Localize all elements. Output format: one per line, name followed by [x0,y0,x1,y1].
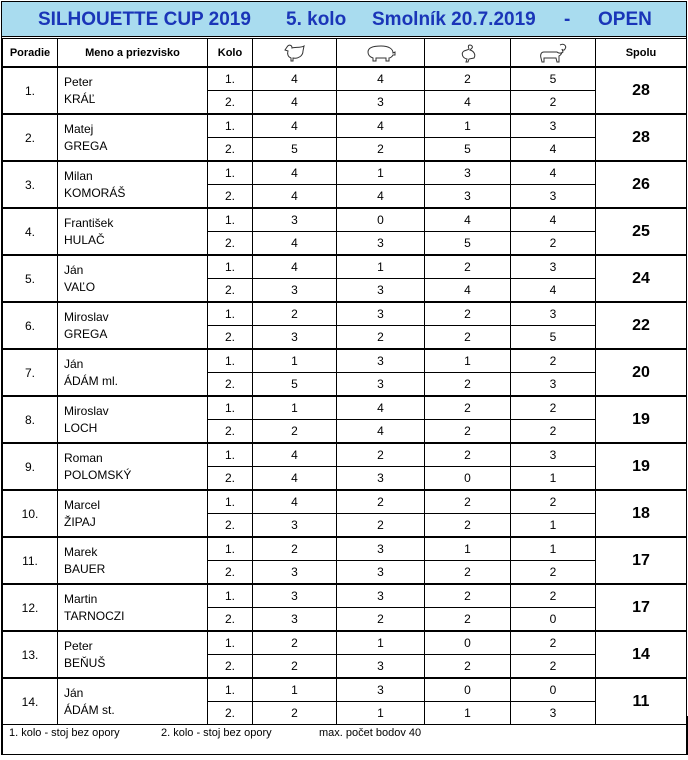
total-cell: 17 [596,537,687,584]
score-cell: 3 [253,279,337,303]
score-cell: 1 [337,255,425,279]
first-name: Marcel [64,497,101,512]
last-name: ŽIPAJ [64,514,96,529]
score-cell: 0 [337,208,425,232]
round-label-cell: 1. [208,114,253,138]
score-cell: 4 [253,91,337,115]
score-cell: 2 [425,608,511,632]
score-cell: 2 [511,655,596,679]
rank-cell: 6. [3,302,58,349]
first-name: Ján [64,685,84,700]
score-cell: 0 [425,678,511,702]
round-label-cell: 2. [208,373,253,397]
score-cell: 4 [253,67,337,91]
rank-cell: 10. [3,490,58,537]
table-row [3,114,687,138]
round-label-cell: 1. [208,537,253,561]
score-cell: 2 [511,91,596,115]
player-name-cell [58,490,208,537]
score-cell: 5 [511,67,596,91]
score-cell: 1 [253,396,337,420]
title-banner [2,2,686,37]
player-name-cell [58,114,208,161]
first-name: Ján [64,262,84,277]
round-label-cell: 1. [208,67,253,91]
results-body [3,67,687,725]
total-cell: 22 [596,302,687,349]
pig-icon [337,39,425,68]
score-cell: 2 [511,420,596,444]
round-label-cell: 2. [208,91,253,115]
rank-cell: 2. [3,114,58,161]
round-label-cell: 1. [208,490,253,514]
header-row [3,39,687,68]
last-name: VAĽO [64,279,96,294]
score-cell: 4 [425,279,511,303]
score-cell: 2 [253,631,337,655]
score-cell: 2 [337,443,425,467]
last-name: BAUER [64,561,106,576]
score-cell: 3 [337,584,425,608]
score-cell: 2 [425,326,511,350]
rank-cell: 4. [3,208,58,255]
score-cell: 4 [253,161,337,185]
score-cell: 4 [253,443,337,467]
score-cell: 2 [253,655,337,679]
score-cell: 2 [337,138,425,162]
player-name-cell [58,208,208,255]
score-cell: 3 [337,279,425,303]
score-cell: 1 [511,514,596,538]
score-cell: 2 [425,373,511,397]
score-cell: 2 [425,584,511,608]
score-cell: 3 [511,702,596,725]
chicken-icon [253,39,337,68]
score-cell: 2 [425,396,511,420]
total-cell: 19 [596,396,687,443]
score-cell: 4 [337,185,425,209]
last-name: ÁDÁM ml. [64,373,118,388]
round-label-cell: 1. [208,161,253,185]
table-row [3,161,687,185]
round-label-cell: 2. [208,138,253,162]
score-cell: 3 [253,326,337,350]
last-name: KOMORÁŠ [64,185,126,200]
round-label-cell: 1. [208,255,253,279]
score-cell: 0 [425,631,511,655]
total-cell: 24 [596,255,687,302]
player-name-cell [58,255,208,302]
table-row [3,67,687,91]
round-label-cell: 2. [208,655,253,679]
rank-cell: 13. [3,631,58,678]
table-row [3,396,687,420]
score-cell: 4 [511,161,596,185]
round-label-cell: 2. [208,185,253,209]
table-row [3,537,687,561]
round1-note: 1. kolo - stoj bez opory [9,727,120,739]
round-label-cell: 2. [208,514,253,538]
score-cell: 3 [337,655,425,679]
score-cell: 3 [253,584,337,608]
score-cell: 2 [253,702,337,725]
total-cell: 25 [596,208,687,255]
rank-cell: 8. [3,396,58,443]
place-date: Smolník 20.7.2019 [372,9,536,30]
round-label-cell: 1. [208,443,253,467]
score-cell: 1 [511,467,596,491]
first-name: František [64,215,114,230]
score-cell: 2 [511,396,596,420]
footer-notes [2,716,688,755]
player-name-cell [58,537,208,584]
total-cell: 20 [596,349,687,396]
score-cell: 4 [425,208,511,232]
score-cell: 2 [425,302,511,326]
round-label-cell: 1. [208,631,253,655]
total-header: Spolu [596,39,687,68]
score-cell: 3 [337,678,425,702]
total-cell: 28 [596,67,687,114]
score-cell: 4 [337,396,425,420]
score-cell: 3 [337,467,425,491]
score-cell: 1 [425,537,511,561]
round-label-cell: 1. [208,208,253,232]
score-cell: 4 [511,279,596,303]
first-name: Ján [64,356,84,371]
score-cell: 3 [337,373,425,397]
score-cell: 4 [511,138,596,162]
table-row [3,490,687,514]
round-header: Kolo [208,39,253,68]
score-cell: 1 [253,349,337,373]
score-cell: 2 [511,349,596,373]
table-row [3,443,687,467]
player-name-cell [58,631,208,678]
score-cell: 2 [425,561,511,585]
score-cell: 3 [337,537,425,561]
max-points-note: max. počet bodov 40 [319,727,422,739]
score-cell: 4 [425,91,511,115]
last-name: HULAČ [64,232,105,247]
score-cell: 1 [337,702,425,725]
score-cell: 4 [253,232,337,256]
score-cell: 3 [337,561,425,585]
score-cell: 2 [511,584,596,608]
round2-note: 2. kolo - stoj bez opory [161,727,272,739]
score-cell: 1 [425,114,511,138]
score-cell: 3 [511,255,596,279]
score-cell: 1 [337,161,425,185]
last-name: LOCH [64,420,98,435]
score-cell: 4 [511,208,596,232]
score-cell: 2 [337,514,425,538]
last-name: ÁDÁM st. [64,702,115,717]
last-name: POLOMSKÝ [64,467,132,482]
round-label-cell: 2. [208,561,253,585]
round-label-cell: 1. [208,349,253,373]
score-cell: 3 [253,608,337,632]
player-name-cell [58,302,208,349]
score-cell: 2 [511,631,596,655]
score-cell: 4 [253,255,337,279]
round-label-cell: 2. [208,608,253,632]
score-cell: 2 [511,490,596,514]
score-cell: 4 [337,114,425,138]
first-name: Miroslav [64,403,109,418]
player-name-cell [58,161,208,208]
score-cell: 5 [425,138,511,162]
score-cell: 3 [337,302,425,326]
score-cell: 3 [511,185,596,209]
score-cell: 4 [253,114,337,138]
score-cell: 2 [337,490,425,514]
first-name: Milan [64,168,93,183]
score-cell: 4 [253,490,337,514]
rank-cell: 3. [3,161,58,208]
player-name-cell [58,443,208,490]
first-name: Marek [64,544,98,559]
score-cell: 5 [253,373,337,397]
score-cell: 2 [253,302,337,326]
total-cell: 17 [596,584,687,631]
ram-icon [511,39,596,68]
score-cell: 5 [253,138,337,162]
first-name: Peter [64,638,93,653]
score-cell: 4 [253,467,337,491]
rank-cell: 14. [3,678,58,725]
score-cell: 2 [425,490,511,514]
total-cell: 11 [596,678,687,725]
score-cell: 2 [425,514,511,538]
first-name: Miroslav [64,309,109,324]
rank-cell: 1. [3,67,58,114]
player-name-cell [58,584,208,631]
round-label-cell: 1. [208,678,253,702]
score-cell: 5 [511,326,596,350]
score-cell: 2 [425,655,511,679]
rank-cell: 12. [3,584,58,631]
rank-cell: 9. [3,443,58,490]
total-cell: 19 [596,443,687,490]
score-cell: 1 [425,349,511,373]
score-cell: 5 [425,232,511,256]
score-cell: 1 [337,631,425,655]
score-cell: 2 [253,537,337,561]
score-cell: 4 [253,185,337,209]
round-label-cell: 2. [208,326,253,350]
name-header: Meno a priezvisko [58,39,208,68]
score-cell: 3 [511,443,596,467]
round-label-cell: 2. [208,232,253,256]
last-name: TARNOCZI [64,608,125,623]
table-row [3,349,687,373]
total-cell: 14 [596,631,687,678]
score-cell: 0 [511,608,596,632]
score-cell: 1 [511,537,596,561]
first-name: Matej [64,121,94,136]
first-name: Martin [64,591,98,606]
score-cell: 2 [253,420,337,444]
table-row [3,631,687,655]
player-name-cell [58,349,208,396]
score-cell: 1 [425,702,511,725]
score-cell: 2 [511,561,596,585]
table-row [3,584,687,608]
last-name: BEŇUŠ [64,655,106,670]
total-cell: 26 [596,161,687,208]
total-cell: 18 [596,490,687,537]
last-name: KRÁĽ [64,91,96,106]
table-row [3,678,687,702]
score-cell: 3 [337,91,425,115]
score-cell: 1 [253,678,337,702]
score-cell: 0 [511,678,596,702]
score-cell: 2 [425,67,511,91]
score-cell: 2 [337,608,425,632]
score-cell: 3 [425,185,511,209]
score-cell: 3 [511,114,596,138]
score-cell: 2 [425,420,511,444]
results-table [2,38,687,725]
score-cell: 0 [425,467,511,491]
score-cell: 4 [337,420,425,444]
round-label-cell: 2. [208,702,253,725]
first-name: Roman [64,450,103,465]
score-cell: 3 [253,561,337,585]
score-cell: 3 [425,161,511,185]
player-name-cell [58,396,208,443]
round-label-cell: 1. [208,302,253,326]
score-cell: 4 [337,67,425,91]
banner-dash: - [564,9,571,30]
total-cell: 28 [596,114,687,161]
rank-cell: 11. [3,537,58,584]
score-cell: 3 [337,349,425,373]
round-label-cell: 1. [208,396,253,420]
player-name-cell [58,67,208,114]
score-cell: 3 [253,514,337,538]
table-row [3,255,687,279]
last-name: GREGA [64,326,108,341]
score-cell: 2 [425,443,511,467]
score-cell: 3 [511,302,596,326]
score-cell: 2 [425,255,511,279]
last-name: GREGA [64,138,108,153]
round-label-cell: 1. [208,584,253,608]
rank-header: Poradie [3,39,58,68]
turkey-icon [425,39,511,68]
table-row [3,302,687,326]
category: OPEN [598,9,652,30]
table-row [3,208,687,232]
round-label-cell: 2. [208,420,253,444]
cup-title: SILHOUETTE CUP 2019 [38,9,251,30]
score-cell: 3 [253,208,337,232]
first-name: Peter [64,74,93,89]
rank-cell: 5. [3,255,58,302]
score-cell: 2 [337,326,425,350]
round-title: 5. kolo [286,9,347,30]
rank-cell: 7. [3,349,58,396]
round-label-cell: 2. [208,467,253,491]
round-label-cell: 2. [208,279,253,303]
score-cell: 3 [337,232,425,256]
score-cell: 2 [511,232,596,256]
score-cell: 3 [511,373,596,397]
